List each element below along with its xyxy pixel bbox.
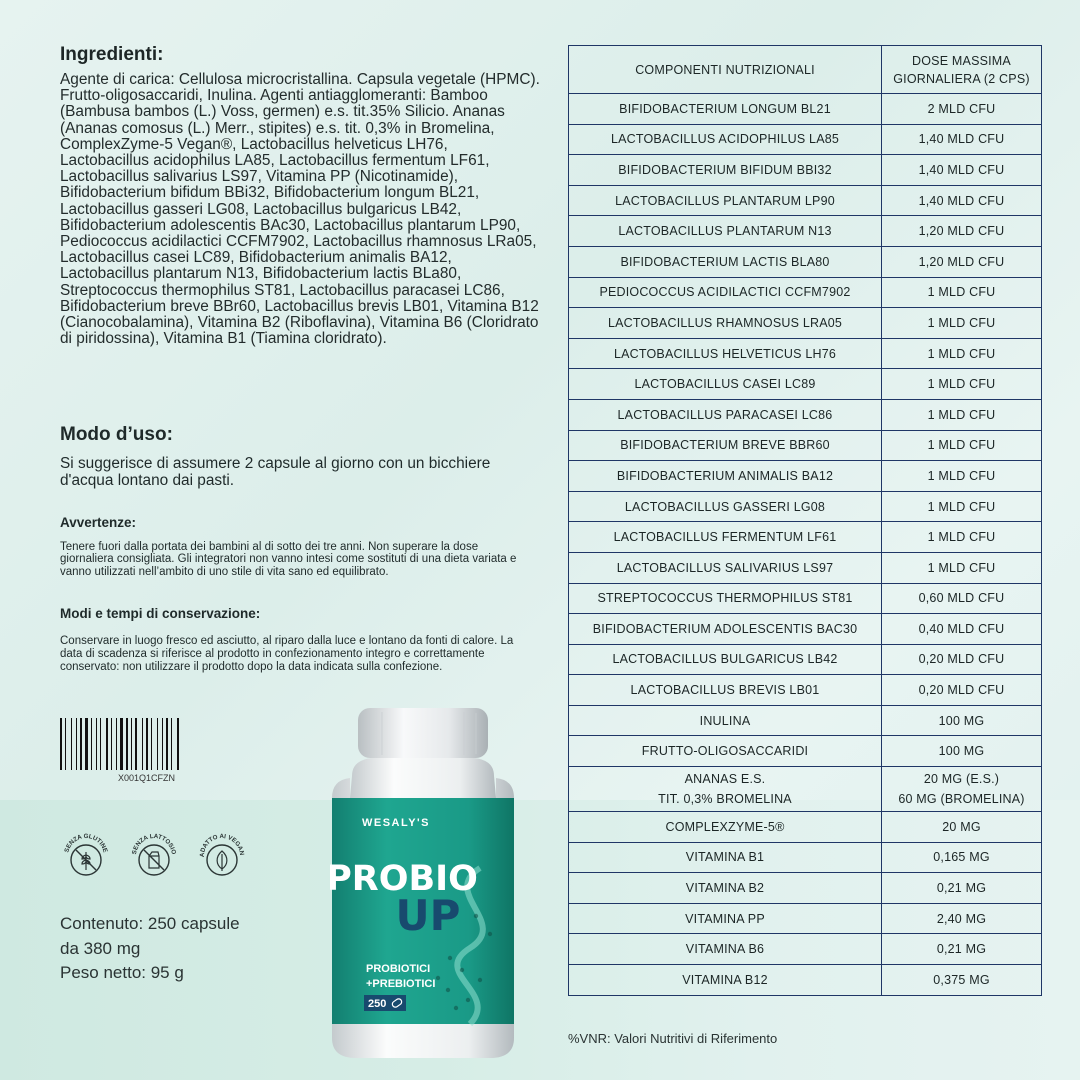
ananas-dose-2: 60 MG (BROMELINA) xyxy=(898,792,1025,807)
component-dose: 1,20 MLD CFU xyxy=(882,216,1042,247)
table-row xyxy=(569,736,1042,767)
barcode-bar xyxy=(171,718,172,770)
component-name: BIFIDOBACTERIUM BIFIDUM BBI32 xyxy=(569,155,882,186)
bottle-sub-1: PROBIOTICI xyxy=(366,963,431,975)
ananas-name-2: TIT. 0,3% BROMELINA xyxy=(658,792,792,807)
barcode-bar xyxy=(93,718,95,770)
table-row xyxy=(569,842,1042,873)
barcode-bar xyxy=(111,718,112,770)
barcode-bar xyxy=(60,718,62,770)
barcode-bar xyxy=(80,718,82,770)
component-name xyxy=(569,767,882,812)
component-name: FRUTTO-OLIGOSACCARIDI xyxy=(569,736,882,767)
barcode-bar xyxy=(138,718,141,770)
barcode-bar xyxy=(169,718,170,770)
table-header-row xyxy=(569,46,1042,94)
table-row xyxy=(569,277,1042,308)
barcode-bar xyxy=(91,718,92,770)
component-name: VITAMINA B2 xyxy=(569,873,882,904)
barcode-bar xyxy=(109,718,110,770)
barcode-bar xyxy=(85,718,88,770)
svg-text:SENZA GLUTINE: SENZA GLUTINE xyxy=(63,832,109,854)
barcode-bar xyxy=(73,718,75,770)
bottle-cap xyxy=(358,708,488,758)
component-name: VITAMINA PP xyxy=(569,903,882,934)
component-name: LACTOBACILLUS FERMENTUM LF61 xyxy=(569,522,882,553)
table-row xyxy=(569,675,1042,706)
barcode-bar xyxy=(144,718,145,770)
table-row xyxy=(569,522,1042,553)
table-row xyxy=(569,461,1042,492)
component-name: LACTOBACILLUS RHAMNOSUS LRA05 xyxy=(569,308,882,339)
component-dose: 1 MLD CFU xyxy=(882,277,1042,308)
leaf-icon xyxy=(196,830,248,882)
nutrition-table xyxy=(568,45,1042,996)
barcode-bar xyxy=(146,718,148,770)
table-row xyxy=(569,965,1042,996)
barcode-bar xyxy=(100,718,101,770)
table-row xyxy=(569,369,1042,400)
table-row xyxy=(569,767,1042,812)
barcode-bar xyxy=(83,718,84,770)
barcode-bar xyxy=(157,718,158,770)
component-dose: 1 MLD CFU xyxy=(882,338,1042,369)
component-dose: 0,40 MLD CFU xyxy=(882,614,1042,645)
barcode-bar xyxy=(126,718,128,770)
barcode-bar xyxy=(135,718,137,770)
component-name: BIFIDOBACTERIUM ADOLESCENTIS BAC30 xyxy=(569,614,882,645)
component-name: LACTOBACILLUS PLANTARUM LP90 xyxy=(569,185,882,216)
storage-title: Modi e tempi di conservazione: xyxy=(60,606,261,621)
barcode-bar xyxy=(131,718,132,770)
barcode-bar xyxy=(129,718,130,770)
component-dose: 2,40 MG xyxy=(882,903,1042,934)
wheat-crossed-icon xyxy=(60,830,112,882)
component-name: VITAMINA B12 xyxy=(569,965,882,996)
component-name: BIFIDOBACTERIUM ANIMALIS BA12 xyxy=(569,461,882,492)
barcode-bar xyxy=(173,718,176,770)
component-name: INULINA xyxy=(569,705,882,736)
component-name: LACTOBACILLUS PARACASEI LC86 xyxy=(569,399,882,430)
table-row xyxy=(569,338,1042,369)
table-row xyxy=(569,552,1042,583)
barcode-bar xyxy=(102,718,105,770)
barcode-bar xyxy=(89,718,90,770)
component-dose: 100 MG xyxy=(882,736,1042,767)
barcode-bar xyxy=(133,718,134,770)
component-dose: 1 MLD CFU xyxy=(882,430,1042,461)
product-bottle xyxy=(330,708,516,1060)
component-name: VITAMINA B1 xyxy=(569,842,882,873)
component-name: LACTOBACILLUS CASEI LC89 xyxy=(569,369,882,400)
component-dose: 0,21 MG xyxy=(882,934,1042,965)
barcode-bar xyxy=(98,718,99,770)
milk-carton-crossed-icon xyxy=(128,830,180,882)
barcode-bar xyxy=(76,718,77,770)
ingredients-title: Ingredienti: xyxy=(60,44,164,65)
component-dose: 1 MLD CFU xyxy=(882,522,1042,553)
table-row xyxy=(569,812,1042,843)
ananas-name-1: ANANAS E.S. xyxy=(684,772,766,787)
barcode-bar xyxy=(177,718,179,770)
barcode-bar xyxy=(71,718,72,770)
component-dose: 0,165 MG xyxy=(882,842,1042,873)
component-name: VITAMINA B6 xyxy=(569,934,882,965)
table-row xyxy=(569,705,1042,736)
barcode-bar xyxy=(142,718,143,770)
table-row xyxy=(569,399,1042,430)
component-name: STREPTOCOCCUS THERMOPHILUS ST81 xyxy=(569,583,882,614)
component-dose: 0,375 MG xyxy=(882,965,1042,996)
table-row xyxy=(569,583,1042,614)
table-row xyxy=(569,155,1042,186)
table-row xyxy=(569,934,1042,965)
barcode-bar xyxy=(65,718,66,770)
bottle-name-1: PROBIO xyxy=(330,859,478,899)
usage-title: Modo d’uso: xyxy=(60,424,173,445)
component-name: LACTOBACILLUS GASSERI LG08 xyxy=(569,491,882,522)
barcode-bar xyxy=(106,718,108,770)
nutrition-table-wrap xyxy=(568,45,1041,996)
storage-text: Conservare in luogo fresco ed asciutto, al riparo dalla luce e lontano da fonti di calore. La data di scadenza si riferisce al prodotto in confezionamento integro e correttamente conservato: non utilizzare il prodotto dopo la data indicata sulla confezione. xyxy=(60,635,514,674)
component-dose: 0,20 MLD CFU xyxy=(882,644,1042,675)
component-name: LACTOBACILLUS PLANTARUM N13 xyxy=(569,216,882,247)
barcode-bar xyxy=(113,718,115,770)
table-row xyxy=(569,644,1042,675)
table-row xyxy=(569,185,1042,216)
barcode-bar xyxy=(159,718,161,770)
component-dose: 1 MLD CFU xyxy=(882,399,1042,430)
svg-text:SENZA LATTOSIO: SENZA LATTOSIO xyxy=(131,832,177,856)
barcode-bar xyxy=(67,718,70,770)
ingredients-text: Agente di carica: Cellulosa microcristallina. Capsula vegetale (HPMC). Frutto-oligosaccaridi, Inulina. Agenti antiagglomeranti: Bamboo (Bambusa bambos (L.) Voss, germen) e.s. tit.35% Silicio. Ananas (Ananas comosus (L.) Merr., stipites) e.s. tit. 0,3% in Bromelina, ComplexZyme-5 Vegan®, Lactobacillus helveticus LH76, Lactobacillus acidophilus LA85, Lactobacillus fermentum LF61, Lactobacillus salivarius LS97, Vitamina PP (Nicotinamide), Bifidobacterium bifidum BBi32, Bifidobacterium longum BL21, Lactobacillus gasseri LG08, Lactobacillus bulgaricus LB42, Bifidobacterium adolescentis BAc30, Lactobacillus plantarum LP90, Pediococcus acidilactici CCFM7902, Lactobacillus rhamnosus LRa05, Lactobacillus casei LC89, Bifidobacterium animalis BA12, Lactobacillus plantarum N13, Bifidobacterium lactis BLa80, Streptococcus thermophilus ST81, Lactobacillus paracasei LC86, Bifidobacterium breve BBr60, Lactobacillus brevis LB01, Vitamina B12 (Cianocobalamina), Vitamina B2 (Riboflavina), Vitamina B6 (Cloridrato di piridossina), Vitamina B1 (Tiamina cloridrato). xyxy=(60,71,540,348)
badges xyxy=(60,830,248,882)
bottle-name-2: UP xyxy=(395,891,461,940)
table-row xyxy=(569,94,1042,125)
badge-vegan xyxy=(196,830,248,882)
barcode-bar xyxy=(116,718,117,770)
bottle-count: 250 xyxy=(368,998,387,1010)
component-dose xyxy=(882,767,1042,812)
component-dose: 1,40 MLD CFU xyxy=(882,185,1042,216)
usage-text: Si suggerisce di assumere 2 capsule al giorno con un bicchiere d'acqua lontano dai pasti. xyxy=(60,455,491,489)
contents-line-1: Contenuto: 250 capsule xyxy=(60,914,240,933)
barcode-bar xyxy=(124,718,125,770)
table-row xyxy=(569,903,1042,934)
barcode xyxy=(60,718,188,770)
table-row xyxy=(569,491,1042,522)
component-dose: 1 MLD CFU xyxy=(882,491,1042,522)
contents-line-3: Peso netto: 95 g xyxy=(60,963,184,982)
component-dose: 0,60 MLD CFU xyxy=(882,583,1042,614)
component-name: LACTOBACILLUS BREVIS LB01 xyxy=(569,675,882,706)
barcode-bar xyxy=(120,718,123,770)
table-row xyxy=(569,614,1042,645)
barcode-bar xyxy=(63,718,64,770)
contents-info xyxy=(60,912,320,986)
badge-lactose-free xyxy=(128,830,180,882)
svg-text:ADATTO AI VEGANI: ADATTO AI VEGAN xyxy=(198,832,246,858)
component-name: LACTOBACILLUS ACIDOPHILUS LA85 xyxy=(569,124,882,155)
component-dose: 0,20 MLD CFU xyxy=(882,675,1042,706)
header-dose: DOSE MASSIMA GIORNALIERA (2 CPS) xyxy=(882,46,1042,94)
component-name: BIFIDOBACTERIUM LONGUM BL21 xyxy=(569,94,882,125)
warnings-title: Avvertenze: xyxy=(60,515,137,530)
barcode-bar xyxy=(118,718,119,770)
barcode-bar xyxy=(151,718,152,770)
barcode-label: X001Q1CFZN xyxy=(118,773,176,783)
barcode-bar xyxy=(153,718,156,770)
component-dose: 20 MG xyxy=(882,812,1042,843)
component-dose: 1,40 MLD CFU xyxy=(882,155,1042,186)
warnings-text: Tenere fuori dalla portata dei bambini al di sotto dei tre anni. Non superare la dose giornaliera consigliata. Gli integratori non vanno intesi come sostituti di una dieta variata e vanno utilizzati nell’ambito di uno stile di vita sano ed equilibrato. xyxy=(60,541,517,578)
component-name: LACTOBACILLUS BULGARICUS LB42 xyxy=(569,644,882,675)
table-row xyxy=(569,873,1042,904)
ingredients-section xyxy=(60,44,540,347)
barcode-bar xyxy=(162,718,163,770)
barcode-bar xyxy=(164,718,165,770)
component-dose: 1,40 MLD CFU xyxy=(882,124,1042,155)
badge-gluten-free xyxy=(60,830,112,882)
table-row xyxy=(569,308,1042,339)
header-components: COMPONENTI NUTRIZIONALI xyxy=(569,46,882,94)
barcode-bar xyxy=(149,718,150,770)
table-row xyxy=(569,216,1042,247)
component-name: BIFIDOBACTERIUM BREVE BBR60 xyxy=(569,430,882,461)
table-row xyxy=(569,246,1042,277)
barcode-bar xyxy=(166,718,168,770)
bottle-brand: WESALY'S xyxy=(362,817,430,829)
ananas-dose-1: 20 MG (E.S.) xyxy=(923,772,1000,787)
component-dose: 100 MG xyxy=(882,705,1042,736)
component-dose: 2 MLD CFU xyxy=(882,94,1042,125)
barcode-bar xyxy=(78,718,79,770)
component-name: BIFIDOBACTERIUM LACTIS BLA80 xyxy=(569,246,882,277)
component-dose: 0,21 MG xyxy=(882,873,1042,904)
component-dose: 1 MLD CFU xyxy=(882,461,1042,492)
component-dose: 1 MLD CFU xyxy=(882,308,1042,339)
component-name: LACTOBACILLUS HELVETICUS LH76 xyxy=(569,338,882,369)
footnote: %VNR: Valori Nutritivi di Riferimento xyxy=(568,1031,778,1046)
component-name: COMPLEXZYME-5® xyxy=(569,812,882,843)
component-dose: 1 MLD CFU xyxy=(882,369,1042,400)
contents-line-2: da 380 mg xyxy=(60,938,141,958)
table-row xyxy=(569,124,1042,155)
barcode-bar xyxy=(96,718,97,770)
component-name: PEDIOCOCCUS ACIDILACTICI CCFM7902 xyxy=(569,277,882,308)
bottle-sub-2: +PREBIOTICI xyxy=(366,978,436,990)
component-dose: 1,20 MLD CFU xyxy=(882,246,1042,277)
table-row xyxy=(569,430,1042,461)
component-dose: 1 MLD CFU xyxy=(882,552,1042,583)
barcode-bar xyxy=(180,718,181,770)
component-name: LACTOBACILLUS SALIVARIUS LS97 xyxy=(569,552,882,583)
